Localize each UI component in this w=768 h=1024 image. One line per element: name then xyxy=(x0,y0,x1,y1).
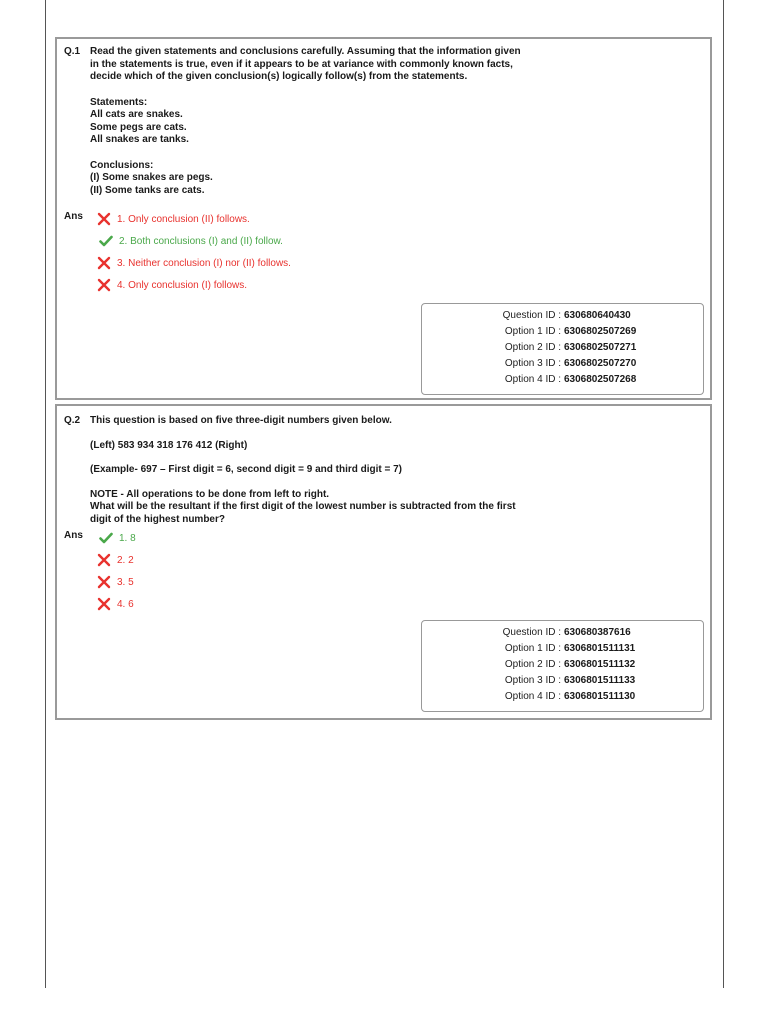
id-row: Option 4 ID : 6306801511130 xyxy=(504,691,636,702)
option-1 xyxy=(97,208,291,230)
option-text: 3. 5 xyxy=(117,576,134,588)
option-2 xyxy=(97,549,136,571)
question-text xyxy=(90,415,530,526)
statement: All cats are snakes. xyxy=(90,109,183,120)
cross-icon xyxy=(97,256,115,270)
ans-label: Ans xyxy=(64,211,83,222)
option-4 xyxy=(97,274,291,296)
statement: All snakes are tanks. xyxy=(90,134,189,145)
question-number: Q.2 xyxy=(64,415,81,426)
id-row: Option 3 ID : 6306801511133 xyxy=(504,675,636,686)
id-row: Option 4 ID : 6306802507268 xyxy=(504,374,637,385)
question-text-line: decide which of the given conclusion(s) logically follow(s) from the statements. xyxy=(90,71,468,82)
id-row: Option 3 ID : 6306802507270 xyxy=(504,358,637,369)
statements-heading: Statements: xyxy=(90,96,148,108)
question-text-line: Read the given statements and conclusions carefully. Assuming that the information given xyxy=(90,46,521,57)
cross-icon xyxy=(97,212,115,226)
check-icon xyxy=(99,531,117,545)
cross-icon xyxy=(97,278,115,292)
question-text-line: This question is based on five three-digit numbers given below. xyxy=(90,415,392,426)
option-3 xyxy=(97,252,291,274)
option-1 xyxy=(97,527,136,549)
option-text: 4. Only conclusion (I) follows. xyxy=(117,279,248,291)
option-text: 3. Neither conclusion (I) nor (II) follows. xyxy=(117,257,291,269)
question-text xyxy=(90,46,530,197)
numbers-line: (Left) 583 934 318 176 412 (Right) xyxy=(90,439,248,451)
conclusions-heading: Conclusions: xyxy=(90,159,154,171)
options-list xyxy=(97,527,136,615)
cross-icon xyxy=(97,575,115,589)
page-left-rule xyxy=(45,0,46,988)
conclusion: (II) Some tanks are cats. xyxy=(90,184,205,196)
question-id-box xyxy=(421,620,704,712)
id-row: Question ID : 630680640430 xyxy=(502,310,631,321)
id-row: Option 1 ID : 6306802507269 xyxy=(504,326,637,337)
ans-label: Ans xyxy=(64,530,83,541)
question-text-line: What will be the resultant if the first digit of the lowest number is subtracted from the first xyxy=(90,501,516,512)
option-4 xyxy=(97,593,136,615)
options-list xyxy=(97,208,291,296)
conclusion: (I) Some snakes are pegs. xyxy=(90,172,213,183)
cross-icon xyxy=(97,597,115,611)
option-text: 1. Only conclusion (II) follows. xyxy=(117,213,250,225)
option-2 xyxy=(97,230,291,252)
option-text: 4. 6 xyxy=(117,598,134,610)
cross-icon xyxy=(97,553,115,567)
question-text-line: digit of the highest number? xyxy=(90,513,225,525)
id-row: Option 1 ID : 6306801511131 xyxy=(504,643,636,654)
statement: Some pegs are cats. xyxy=(90,121,187,133)
note-line: NOTE - All operations to be done from left to right. xyxy=(90,488,330,500)
check-icon xyxy=(99,234,117,248)
question-text-line: in the statements is true, even if it appears to be at variance with commonly known facts, xyxy=(90,58,513,70)
question-number: Q.1 xyxy=(64,46,81,57)
id-row: Option 2 ID : 6306802507271 xyxy=(504,342,637,353)
id-row: Question ID : 630680387616 xyxy=(502,627,631,638)
option-text: 1. 8 xyxy=(119,532,136,544)
option-3 xyxy=(97,571,136,593)
option-text: 2. Both conclusions (I) and (II) follow. xyxy=(119,235,283,247)
example-line: (Example- 697 – First digit = 6, second digit = 9 and third digit = 7) xyxy=(90,464,403,475)
option-text: 2. 2 xyxy=(117,554,134,566)
question-id-box xyxy=(421,303,704,395)
question-block-2 xyxy=(55,404,712,720)
page-right-rule xyxy=(723,0,724,988)
question-block-1 xyxy=(55,37,712,400)
id-row: Option 2 ID : 6306801511132 xyxy=(504,659,636,670)
